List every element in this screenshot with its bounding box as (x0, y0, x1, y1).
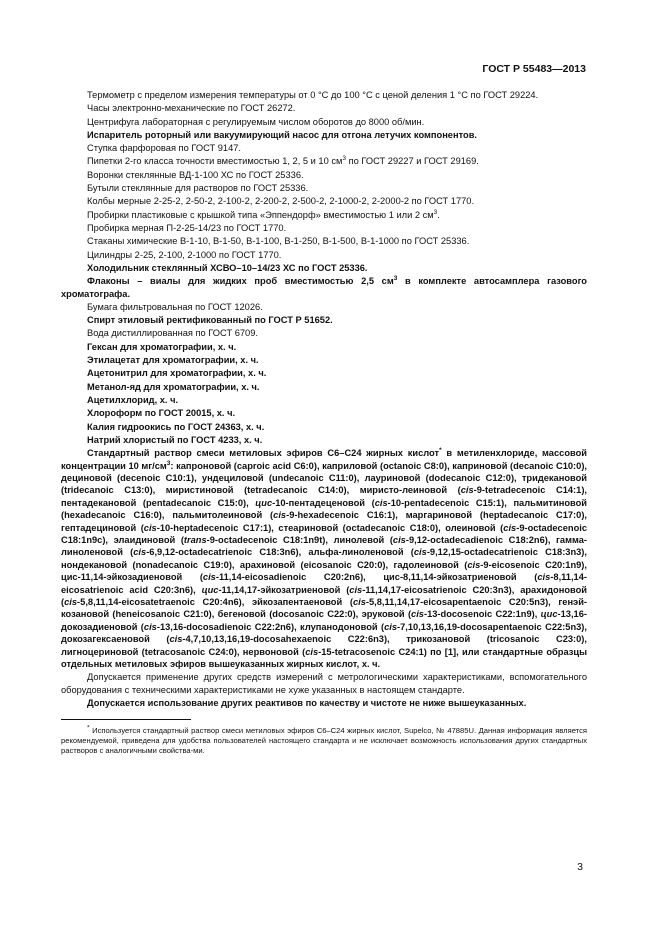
mixture-text: -7,10,13,16,19-docosapentaenoic C22:5n3), докозагексаеновой ( (61, 621, 587, 645)
vials-text-end: в комплекте автосамплера газового хроматографа. (61, 276, 587, 299)
footnote-marker: * (439, 447, 442, 455)
mixture-italic: cis (537, 572, 551, 583)
mixture-italic: cis (411, 609, 424, 620)
allowance-reagents: Допускается использование других реактивов по качеству и чистоте не ниже вышеуказанных. (87, 698, 527, 709)
vials-text: Флаконы – виалы для жидких проб вместимостью 2,5 см (87, 276, 394, 287)
equipment-evaporator: Испаритель роторный или вакуумирующий насос для отгона летучих компонентов. (87, 129, 477, 140)
mixture-italic: cis (143, 522, 157, 533)
mixture-italic: cis (467, 559, 481, 570)
mixture-text: -15-tetracosenoic C24:1) по [1], или стандартные образцы отдельных метиловых эфиров вышеуказанных жирных кислот, х. ч. (61, 646, 588, 670)
superscript: 3 (342, 155, 347, 163)
mixture-text: -4,7,10,13,16,19-docosahexaenoic C22:6n3), трикозановой (tricosanoic C23:0), лигноцериновой (tetracosanoic C24:0), нервоновой ( (61, 634, 587, 657)
mixture-italic: cis (392, 534, 406, 545)
reagent-filter-paper: Бумага фильтровальная по ГОСТ 12026. (87, 301, 263, 312)
footnote (61, 726, 587, 756)
equipment-condenser: Холодильник стеклянный ХСВО–10–14/23 ХС по ГОСТ 25336. (87, 262, 368, 273)
mixture-italic: cis (133, 547, 147, 558)
pipettes-text: Пипетки 2-го класса точности вместимостью 1, 2, 5 и 10 см (87, 156, 343, 167)
mixture-text: -10-heptadecenoic C17:1), стеариновой (octadecanoic C18:0), олеиновой ( (156, 522, 504, 533)
mixture-text: в метиленхлориде, массовой концентрации 10 мг/см (61, 448, 587, 471)
reagent-acetyl-chloride: Ацетилхлорид, х. ч. (87, 394, 179, 405)
mixture-text: -13-docosenoic C22:1n9), (423, 609, 541, 620)
reagent-water: Вода дистиллированная по ГОСТ 6709. (87, 328, 258, 339)
equipment-bottles: Бутыли стеклянные для растворов по ГОСТ 25336. (87, 183, 309, 194)
standard-mixture-paragraph (61, 447, 587, 670)
superscript: 3 (166, 459, 171, 467)
mixture-italic: cis (169, 634, 183, 645)
mixture-text: -10-пентадеценовой ( (272, 497, 375, 508)
reagent-chloroform: Хлороформ по ГОСТ 20015, х. ч. (87, 408, 236, 419)
mixture-text: -10-pentadecenoic C15:1), пальмитиновой (hexadecanoic C16:0), пальмитолеиновой ( (61, 497, 587, 521)
footnote-text: Используется стандартный раствор смеси метиловых эфиров С6–С24 жирных кислот, Supelco, № 47885U. Данная информация является рекомендуемой, приведена для удобства пользователей настоящего стандарта и не исключает возможность использования других стандартных растворов с аналогичными свойства-ми. (61, 726, 587, 756)
tubes-text: Пробирки пластиковые с крышкой типа «Эппендорф» вместимостью 1 или 2 см (87, 209, 434, 220)
reagent-methanol: Метанол-яд для хроматографии, х. ч. (87, 381, 260, 392)
mixture-text: -11,14-eicosadienoic C20:2n6), цис-8,11,14-эйкозатриеновой ( (215, 572, 538, 583)
mixture-text: -9-tetradecenoic C14:1), пентадекановой (pentadecanoic C15:0), (61, 485, 587, 508)
equipment-centrifuge: Центрифуга лабораторная с регулируемым числом оборотов до 8000 об/мин. (87, 116, 425, 127)
mixture-italic: цис (255, 497, 273, 508)
footnote-marker: * (87, 724, 90, 732)
mixture-italic: цис (201, 584, 219, 595)
mixture-italic: cis (352, 597, 366, 607)
equipment-funnels: Воронки стеклянные ВД-1-100 ХС по ГОСТ 25336. (87, 169, 304, 180)
mixture-text: -11,14,17-eicosatrienoic C20:3n3), арахидоновой ( (61, 584, 587, 607)
mixture-text: -5,8,11,14,17-eicosapentaenoic C20:5n3), генэй- козановой (heneicosanoic C21:0), бегеновой (docosanoic C22:0), эруковой ( (61, 597, 588, 620)
reagent-nacl: Натрий хлористый по ГОСТ 4233, х. ч. (87, 434, 263, 445)
mixture-italic: trans (183, 534, 207, 545)
mixture-italic: cis (503, 522, 517, 533)
mixture-text: -5,8,11,14-eicosatetraenoic C20:4n6), эйкозапентаеновой ( (77, 597, 353, 607)
mixture-italic: cis (64, 597, 78, 607)
footnote-divider (61, 719, 191, 720)
superscript: 3 (393, 275, 398, 283)
mixture-italic: cis (202, 572, 216, 583)
mixture-text: : капроновой (caproic acid C6:0), каприловой (octanoic C8:0), каприновой (decanoic C10:0), дециновой (decenoic C10:1), ундециловой (undecanoic C11:0), лауриновой (dodecanoic C12:0), тридекановой (tridecanoic C13:0), миристиновой (tetradecanoic C14:0), миристо-леиновой ( (61, 460, 587, 496)
mixture-text: -9,12,15-octadecatrienoic C18:3n3), нондекановой (nonadecanoic C19:0), арахиновой (eicosanoic C20:0), гадолеиновой ( (61, 547, 587, 570)
mixture-text: -11,14,17-эйкозатриеновой ( (218, 584, 350, 595)
equipment-mortar: Ступка фарфоровая по ГОСТ 9147. (87, 143, 242, 154)
equipment-flasks: Колбы мерные 2-25-2, 2-50-2, 2-100-2, 2-200-2, 2-500-2, 2-1000-2, 2-2000-2 по ГОСТ 1770. (87, 196, 475, 207)
mixture-text: -9-octadecenoic C18:1n9t), линолевой ( (206, 534, 393, 545)
tubes-text-end: . (437, 209, 440, 220)
superscript: 3 (433, 208, 438, 216)
reagent-ethanol: Спирт этиловый ректификованный по ГОСТ Р 51652. (87, 315, 333, 326)
mixture-italic: cis (349, 584, 363, 595)
equipment-cylinders: Цилиндры 2-25, 2-100, 2-1000 по ГОСТ 1770. (87, 249, 282, 260)
reagent-acetonitrile: Ацетонитрил для хроматографии, х. ч. (87, 368, 267, 379)
mixture-text: -9,12-octadecadienoic C18:2n6), гамма-линоленовой ( (61, 534, 587, 558)
mixture-italic: cis (305, 646, 319, 657)
mixture-text: -13,16-докозадиеновой ( (61, 609, 587, 632)
standard-header: ГОСТ Р 55483—2013 (482, 63, 586, 75)
equipment-thermometer: Термометр с пределом измерения температуры от 0 °С до 100 °С с ценой деления 1 °С по ГОСТ 29224. (87, 90, 539, 100)
mixture-text: -6,9,12-octadecatrienoic C18:3n6), альфа-линоленовой ( (146, 547, 414, 558)
mixture-italic: cis (413, 547, 427, 558)
mixture-italic: cis (374, 497, 388, 508)
mixture-italic: cis (460, 485, 474, 496)
mixture-text: -9-eicosenoic C20:1n9), цис-11,14-эйкозадиеновой ( (61, 559, 587, 583)
equipment-pipettes (61, 155, 587, 167)
mixture-italic: цис (540, 609, 558, 620)
equipment-measuring-tube: Пробирка мерная П-2-25-14/23 по ГОСТ 1770. (87, 222, 287, 233)
mixture-text: -13,16-docosadienoic C22:2n6), клупанодоновой ( (156, 621, 385, 632)
mixture-text: Стандартный раствор смеси метиловых эфиров С6–С24 жирных кислот (87, 448, 440, 459)
equipment-clock: Часы электронно-механические по ГОСТ 26272. (87, 103, 296, 114)
pipettes-text-end: по ГОСТ 29227 и ГОСТ 29169. (346, 156, 479, 167)
allowance-instruments: Допускается применение других средств измерений с метрологическими характеристиками, вспомогательного оборудования с техническими характеристиками не хуже указанных в настоящем стандарте. (61, 672, 587, 695)
mixture-text: -9-octadecenoic C18:1n9c), элаидиновой ( (61, 522, 587, 545)
reagent-ethyl-acetate: Этилацетат для хроматографии, х. ч. (87, 355, 259, 366)
equipment-vials (61, 275, 587, 300)
mixture-text: -8,11,14-eicosatrienoic acid C20:3n6), (61, 572, 587, 595)
reagent-hexane: Гексан для хроматографии, х. ч. (87, 341, 237, 352)
equipment-tubes (61, 209, 587, 221)
page-body (61, 89, 587, 756)
reagent-koh: Калия гидроокись по ГОСТ 24363, х. ч. (87, 421, 265, 432)
page-number: 3 (577, 861, 583, 873)
mixture-text: -9-hexadecenoic C16:1), маргариновой (heptadecanoic C17:0), гептадециновой ( (61, 510, 588, 533)
equipment-beakers: Стаканы химические В-1-10, В-1-50, В-1-100, В-1-250, В-1-500, В-1-1000 по ГОСТ 25336. (87, 236, 470, 247)
mixture-italic: cis (384, 621, 398, 632)
mixture-italic: cis (143, 621, 157, 632)
mixture-italic: cis (273, 510, 287, 521)
